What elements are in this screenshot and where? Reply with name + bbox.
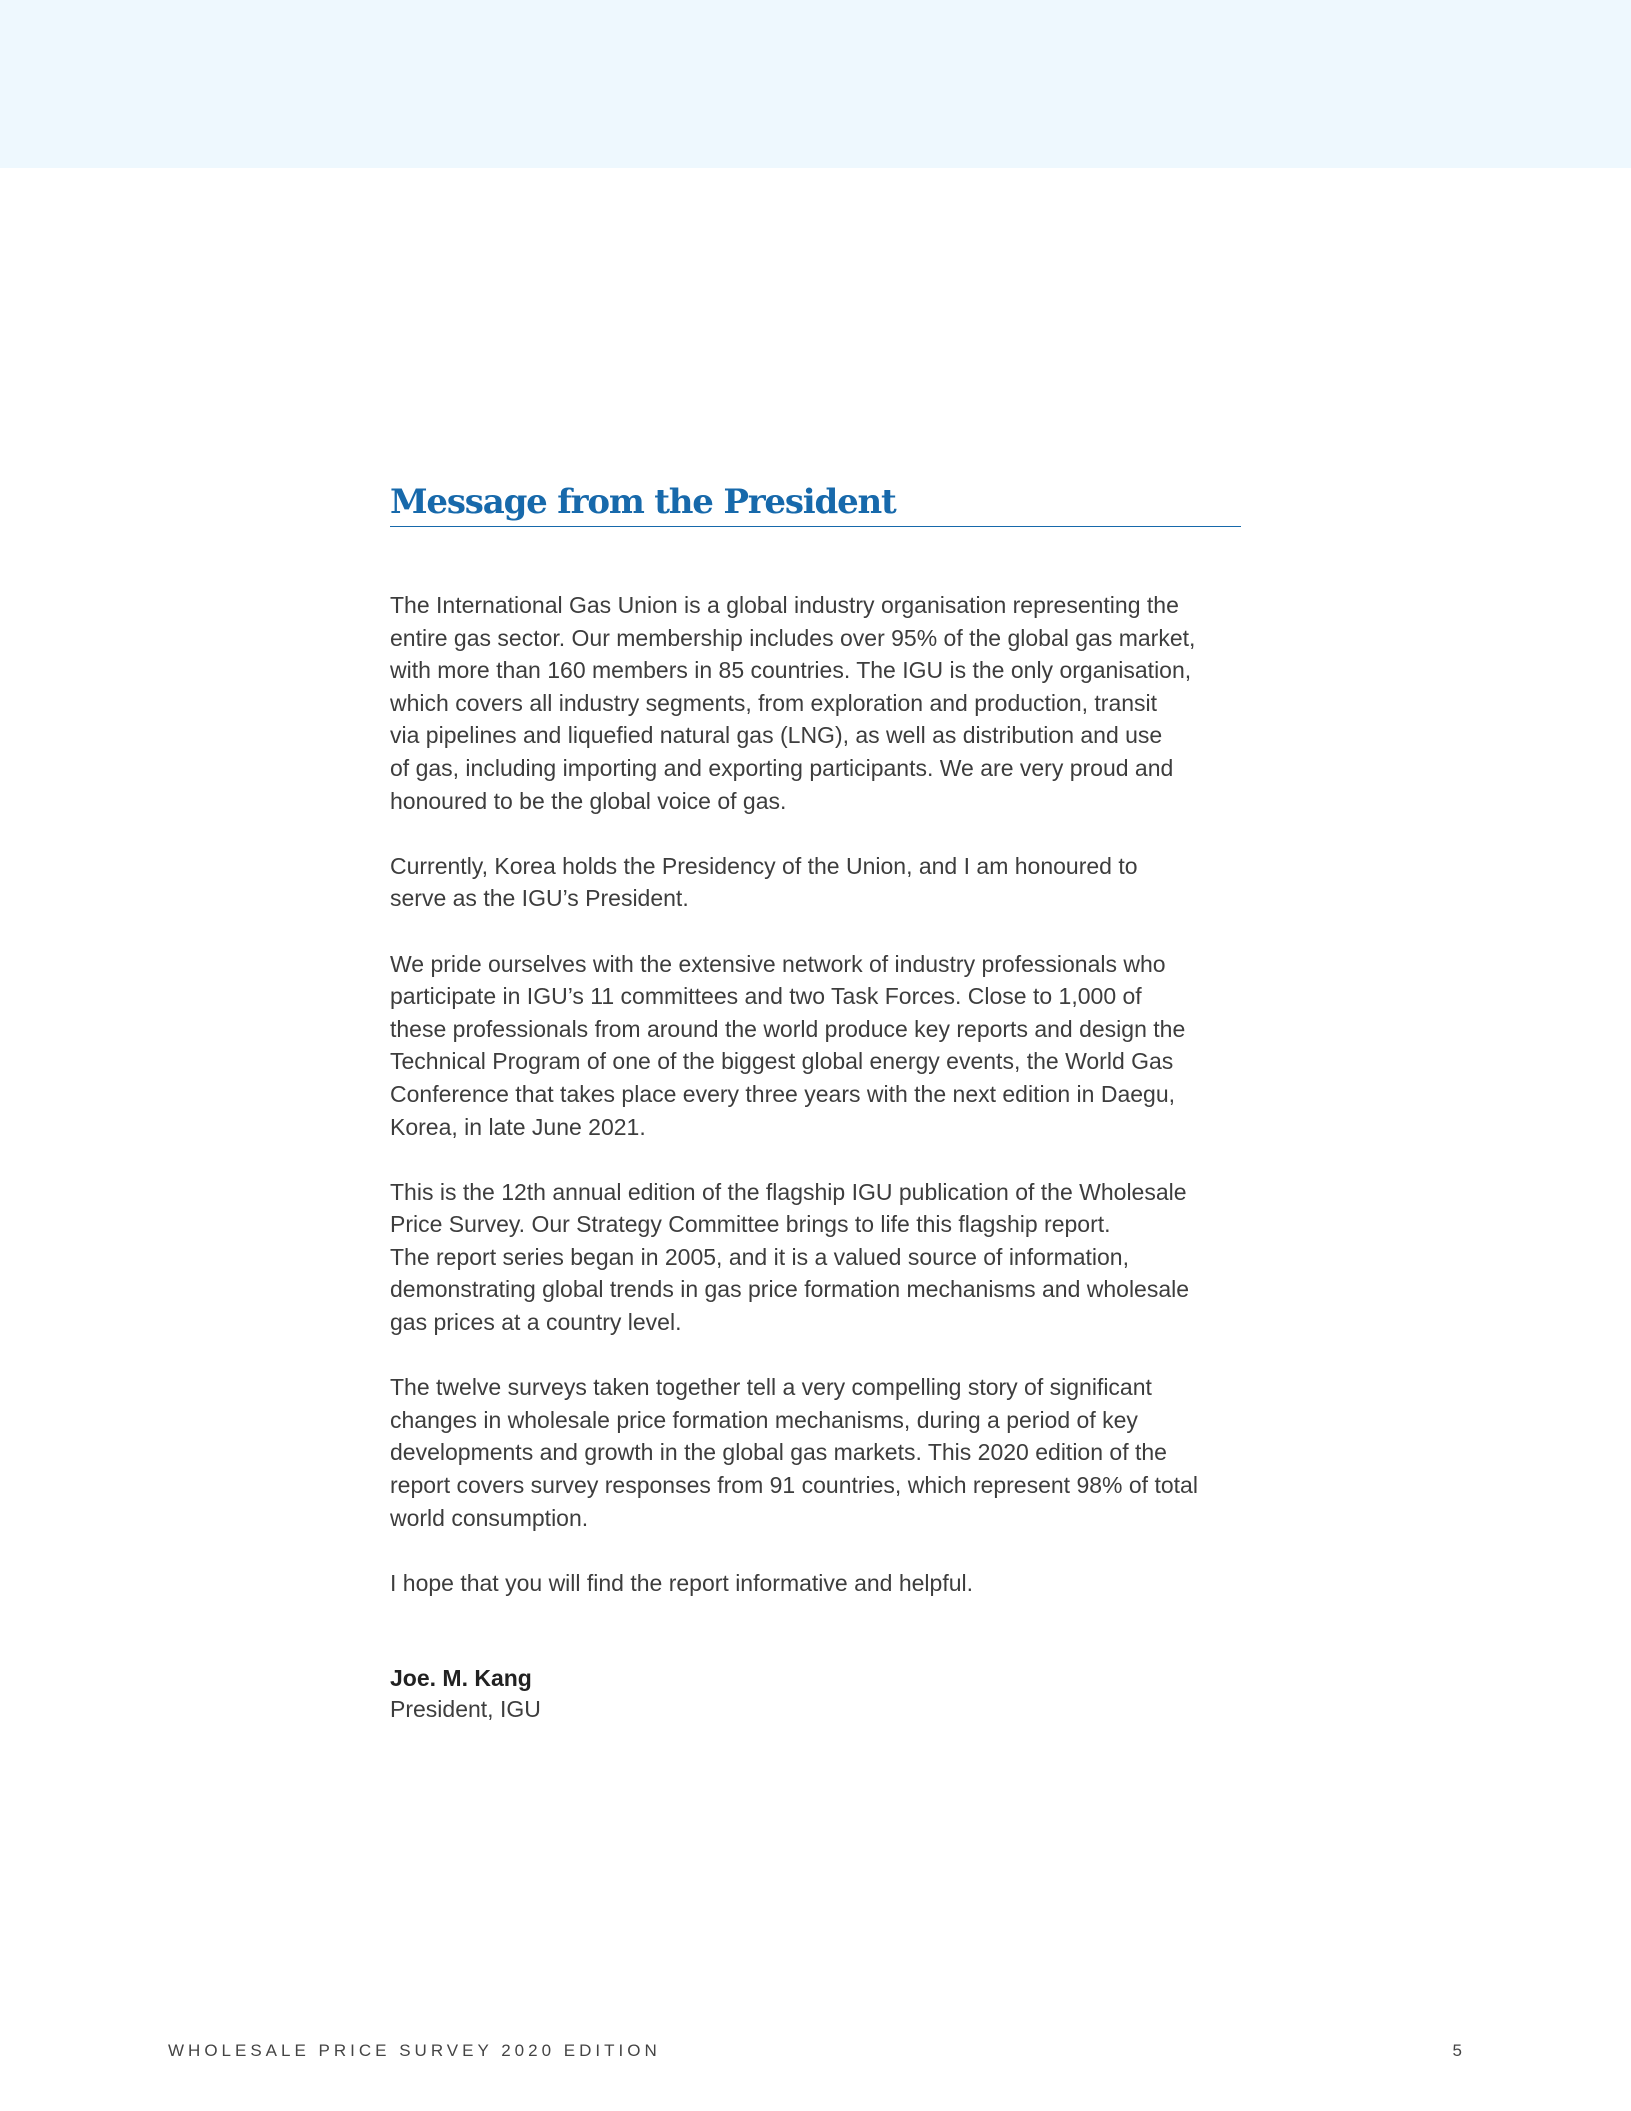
page-title: Message from the President <box>390 482 896 522</box>
signature-block <box>390 1663 1241 1725</box>
paragraph: Currently, Korea holds the Presidency of the Union, and I am honoured to serve as the IGU’s President. <box>390 852 1138 912</box>
paragraph: The International Gas Union is a global industry organisation representing the entire gas sector. Our membership includes over 95% of the global gas market, with more than 160 members in 85 countries. The IGU is the only organisation, which covers all industry segments, from exploration and production, transit via pipelines and liquefied natural gas (LNG), as well as distribution and use of gas, including importing and exporting participants. We are very proud and honoured to be the global voice of gas. <box>390 592 1196 814</box>
page-number: 5 <box>1452 2041 1462 2060</box>
message-section <box>390 480 1241 1725</box>
top-color-band <box>0 0 1631 168</box>
signatory-role: President, IGU <box>390 1696 541 1723</box>
paragraph: This is the 12th annual edition of the flagship IGU publication of the Wholesale Price Survey. Our Strategy Committee brings to life this flagship report. The report series began in 2005, and it is a valued source of information, demonstrating global trends in gas price formation mechanisms and wholesale gas prices at a country level. <box>390 1178 1190 1336</box>
paragraph: The twelve surveys taken together tell a very compelling story of significant changes in wholesale price formation mechanisms, during a period of key developments and growth in the global gas markets. This 2020 edition of the report covers survey responses from 91 countries, which represent 98% of total world consumption. <box>390 1374 1198 1531</box>
paragraph: I hope that you will find the report informative and helpful. <box>390 1569 974 1596</box>
signatory-name: Joe. M. Kang <box>390 1665 532 1692</box>
paragraph: We pride ourselves with the extensive network of industry professionals who participate in IGU’s 11 committees and two Task Forces. Close to 1,000 of these professionals from around the world produce key reports and design the Technical Program of one of the biggest global energy events, the World Gas Conference that takes place every three years with the next edition in Daegu, Korea, in late June 2021. <box>390 950 1186 1140</box>
message-body <box>390 589 1241 1599</box>
title-underline <box>390 526 1241 527</box>
footer-publication-title: WHOLESALE PRICE SURVEY 2020 EDITION <box>168 2041 661 2060</box>
